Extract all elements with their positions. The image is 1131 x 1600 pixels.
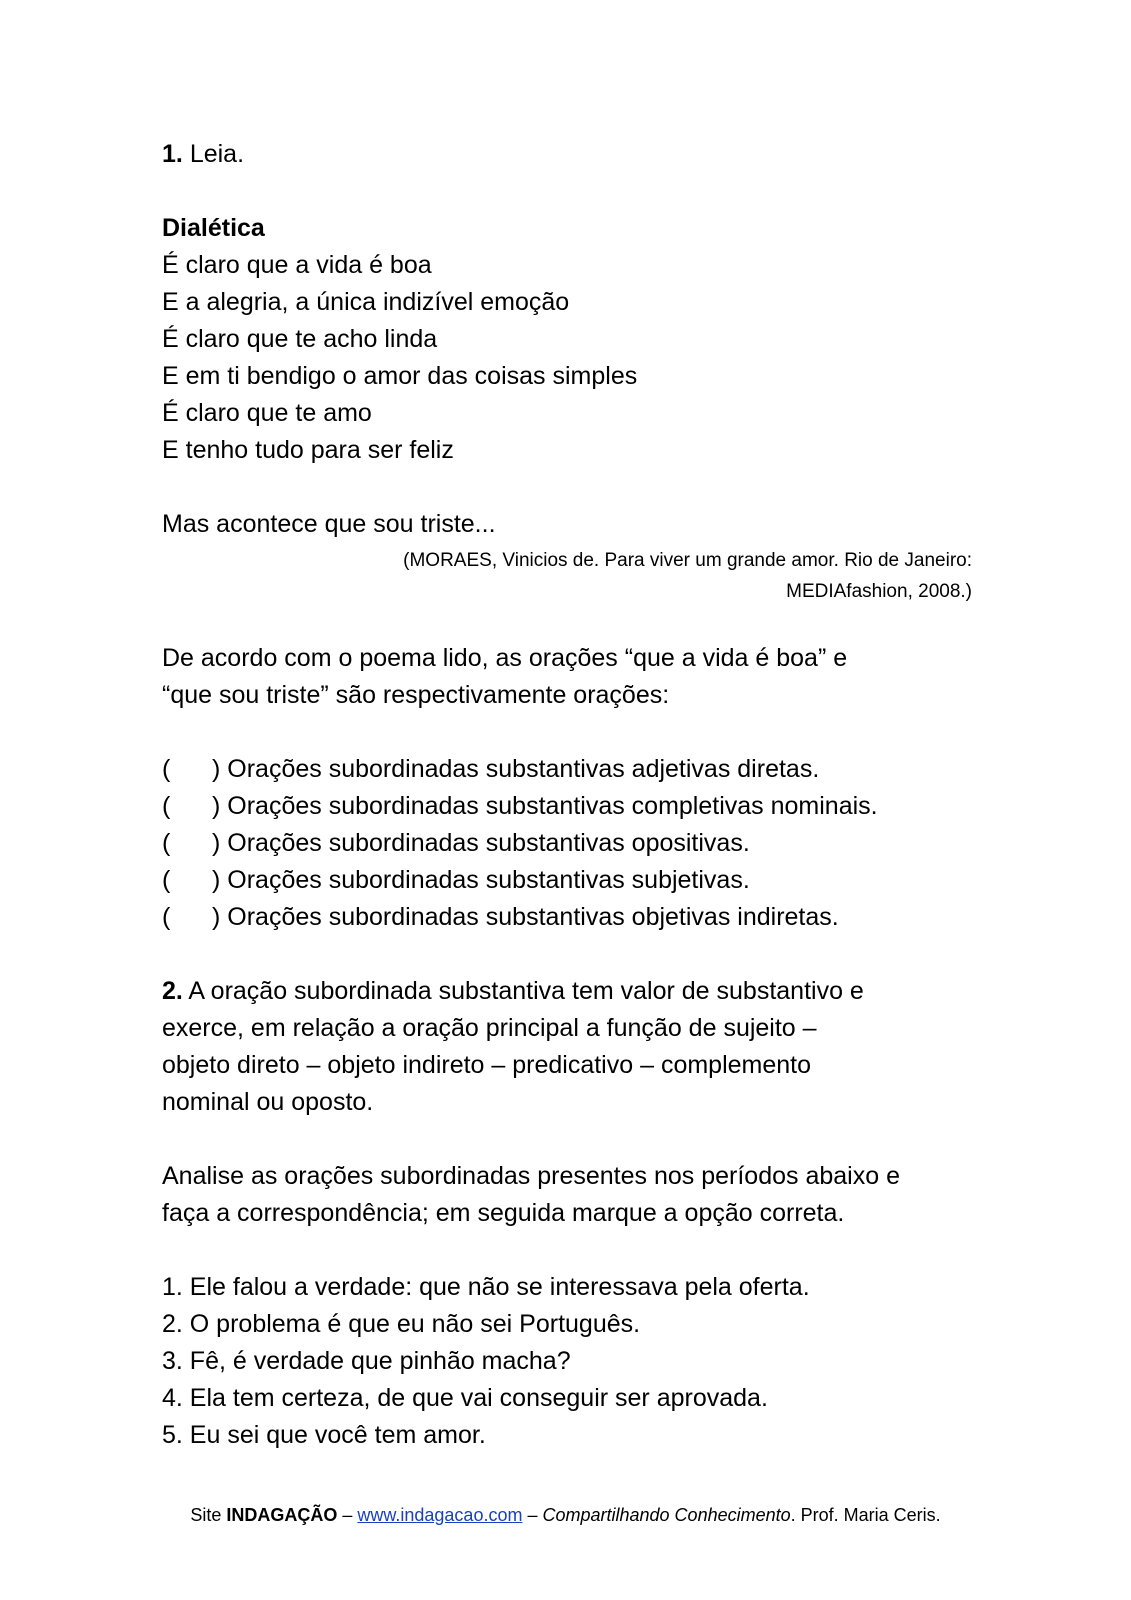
option-text: ) Orações subordinadas substantivas adjetivas diretas. bbox=[212, 755, 820, 783]
numbered-sentence: 3. Fê, é verdade que pinhão macha? bbox=[162, 1347, 571, 1375]
question-2-text-line: objeto direto – objeto indireto – predicativo – complemento bbox=[162, 1051, 812, 1079]
poem-line: E em ti bendigo o amor das coisas simples bbox=[162, 362, 638, 390]
question-1-instruction: Leia. bbox=[189, 140, 245, 168]
question-1-prompt-line: De acordo com o poema lido, as orações “que a vida é boa” e bbox=[162, 644, 848, 672]
option-checkbox-open[interactable]: ( bbox=[162, 903, 171, 931]
question-2-number: 2. bbox=[162, 977, 183, 1005]
option-text: ) Orações subordinadas substantivas completivas nominais. bbox=[212, 792, 878, 820]
footer-site-name: INDAGAÇÃO bbox=[226, 1505, 338, 1525]
option-text: ) Orações subordinadas substantivas objetivas indiretas. bbox=[212, 903, 839, 931]
poem-title: Dialética bbox=[162, 214, 265, 242]
citation-line: MEDIAfashion, 2008.) bbox=[786, 581, 972, 602]
footer-tagline: Compartilhando Conhecimento bbox=[542, 1505, 791, 1525]
poem-line: E tenho tudo para ser feliz bbox=[162, 436, 454, 464]
numbered-sentence: 4. Ela tem certeza, de que vai conseguir ser aprovada. bbox=[162, 1384, 768, 1412]
question-2-instruction-line: Analise as orações subordinadas presentes nos períodos abaixo e bbox=[162, 1162, 900, 1190]
answer-option[interactable] bbox=[162, 825, 972, 862]
question-2-text-line: nominal ou oposto. bbox=[162, 1088, 374, 1116]
question-2-instruction-line: faça a correspondência; em seguida marque a opção correta. bbox=[162, 1199, 845, 1227]
citation-line: (MORAES, Vinicios de. Para viver um grande amor. Rio de Janeiro: bbox=[403, 550, 972, 571]
numbered-sentence: 2. O problema é que eu não sei Português. bbox=[162, 1310, 641, 1338]
footer-author: . Prof. Maria Ceris. bbox=[790, 1505, 941, 1525]
footer-site-prefix: Site bbox=[190, 1505, 227, 1525]
footer-site-link[interactable]: www.indagacao.com bbox=[357, 1505, 523, 1525]
option-checkbox-open[interactable]: ( bbox=[162, 866, 171, 894]
poem-line: É claro que te amo bbox=[162, 399, 372, 427]
option-text: ) Orações subordinadas substantivas opositivas. bbox=[212, 829, 750, 857]
question-1-prompt-line: “que sou triste” são respectivamente orações: bbox=[162, 681, 670, 709]
footer-dash: – bbox=[522, 1505, 543, 1525]
answer-option[interactable] bbox=[162, 788, 972, 825]
answer-option[interactable] bbox=[162, 862, 972, 899]
poem-line: É claro que a vida é boa bbox=[162, 251, 432, 279]
answer-option[interactable] bbox=[162, 899, 972, 936]
question-2-text-line bbox=[162, 973, 972, 1010]
question-1-number: 1. bbox=[162, 140, 183, 168]
question-2-text-line: exerce, em relação a oração principal a função de sujeito – bbox=[162, 1014, 817, 1042]
question-1-heading bbox=[162, 136, 972, 173]
footer-dash: – bbox=[337, 1505, 358, 1525]
worksheet-page bbox=[162, 136, 972, 1454]
question-2-text: A oração subordinada substantiva tem valor de substantivo e bbox=[182, 977, 864, 1005]
poem-line: É claro que te acho linda bbox=[162, 325, 438, 353]
option-text: ) Orações subordinadas substantivas subjetivas. bbox=[212, 866, 750, 894]
page-footer bbox=[0, 1503, 1131, 1527]
answer-option[interactable] bbox=[162, 751, 972, 788]
option-checkbox-open[interactable]: ( bbox=[162, 792, 171, 820]
poem-line: E a alegria, a única indizível emoção bbox=[162, 288, 570, 316]
poem-citation bbox=[162, 545, 972, 607]
numbered-sentence: 5. Eu sei que você tem amor. bbox=[162, 1421, 486, 1449]
poem-final-line: Mas acontece que sou triste... bbox=[162, 510, 496, 538]
option-checkbox-open[interactable]: ( bbox=[162, 829, 171, 857]
option-checkbox-open[interactable]: ( bbox=[162, 755, 171, 783]
numbered-sentence: 1. Ele falou a verdade: que não se interessava pela oferta. bbox=[162, 1273, 810, 1301]
